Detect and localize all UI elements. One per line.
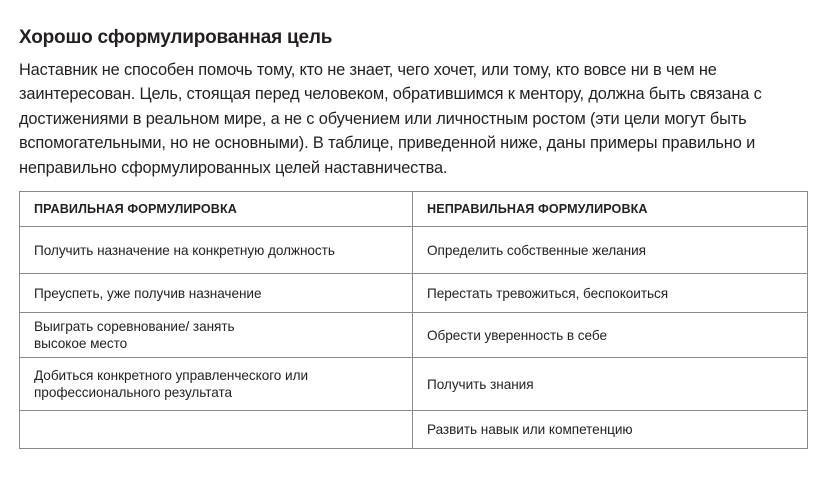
cell-correct: Выиграть соревнование/ занять высокое место [20,313,413,358]
table-header-row [20,192,808,227]
cell-correct-empty [20,411,413,449]
section-title: Хорошо сформулированная цель [19,27,333,48]
goals-table [19,191,808,449]
cell-incorrect: Получить знания [413,358,808,411]
header-incorrect: НЕПРАВИЛЬНАЯ ФОРМУЛИРОВКА [413,192,808,227]
header-correct: ПРАВИЛЬНАЯ ФОРМУЛИРОВКА [20,192,413,227]
table-row [20,274,808,313]
table-row [20,227,808,274]
cell-correct: Получить назначение на конкретную должность [20,227,413,274]
cell-incorrect: Определить собственные желания [413,227,808,274]
cell-incorrect: Развить навык или компетенцию [413,411,808,449]
cell-incorrect: Перестать тревожиться, беспокоиться [413,274,808,313]
table-row [20,411,808,449]
document-section [19,26,809,180]
cell-correct: Добиться конкретного управленческого или профессионального результата [20,358,413,411]
cell-incorrect: Обрести уверенность в себе [413,313,808,358]
cell-correct: Преуспеть, уже получив назначение [20,274,413,313]
table-row [20,358,808,411]
table-row [20,313,808,358]
intro-paragraph: Наставник не способен помочь тому, кто не знает, чего хочет, или тому, кто вовсе ни в чем не заинтересован. Цель, стоящая перед человеком, обратившимся к ментору, должна быть связана с достижениями в реальном мире, а не с обучением или личностным ростом (эти цели могут быть вспомогательными, но не основными). В таблице, приведенной ниже, даны примеры правильно и неправильно сформулированных целей наставничества. [19,61,762,177]
